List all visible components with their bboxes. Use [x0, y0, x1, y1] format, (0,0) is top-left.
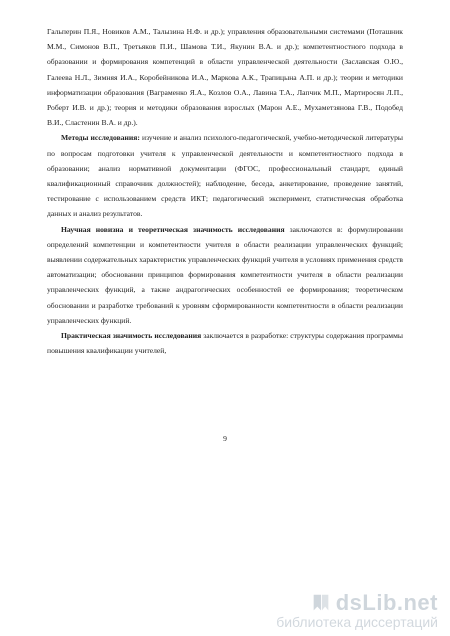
paragraph-text: Гальперин П.Я., Новиков А.М., Талызина Н.Ф. и др.); управления образовательными системами (Поташник М.М., Симонов В.П., Третьяков П.И., Шамова Т.И., Якунин В.А. и др.); компетентностного подхода в образовании и формирования компетенций в области управленческой деятельности (Заславская О.Ю., Галеева Н.Л., Зимняя И.А., Коробейникова И.А., Маркова А.К., Трапицына А.П. и др.); теории и методики информатизации образования (Ваграменко Я.А., Козлов О.А., Лавина Т.А., Лапчик М.П., Мартиросян Л.П., Роберт И.В. и др.); теория и методики образования взрослых (Марон А.Е., Мухаметзянова Г.В., Подобед В.И., Сластенин В.А. и др.). — [47, 27, 403, 128]
watermark-logo: dsLib.net — [335, 590, 438, 615]
paragraph-text: заключаются в: формулировании определений компетенции и компетентности учителя в области реализации управленческих функций; выявлении содержательных характеристик управленческих функций учителя в условиях применения средств автоматизации; обосновании принципов формирования компетентности учителя в области реализации управленческих функций, а также андрагогических особенностей ее формирования; теоретическом обосновании и разработке требований к уровням сформированности компетентности в области реализации управленческих функций. — [47, 224, 403, 325]
paragraph — [47, 24, 403, 130]
paragraph — [47, 222, 403, 328]
body-text — [47, 24, 403, 358]
bookmark-icon — [310, 592, 332, 614]
paragraph — [47, 130, 403, 221]
paragraph-heading: Практическая значимость исследования — [61, 331, 202, 341]
watermark-tagline: библиотека диссертаций — [276, 614, 438, 630]
page-number: 9 — [223, 434, 227, 443]
paragraph-heading: Научная новизна и теоретическая значимость исследования — [61, 224, 285, 234]
paragraph-text: заключается в разработке: структуры содержания программы повышения квалификации учителей, — [47, 331, 403, 356]
paragraph — [47, 328, 403, 358]
watermark — [276, 590, 438, 630]
paragraph-text: изучение и анализ психолого-педагогической, учебно-методической литературы по вопросам подготовки учителя к управленческой деятельности и компетентностного подхода в образовании; анализ нормативной документации (ФГОС, профессиональный стандарт, единый квалификационный справочник должностей); наблюдение, беседа, анкетирование, проведение занятий, тестирование с использованием средств ИКТ; педагогический эксперимент, статистическая обработка данных и анализ результатов. — [47, 133, 403, 219]
paragraph-heading: Методы исследования: — [61, 133, 140, 143]
